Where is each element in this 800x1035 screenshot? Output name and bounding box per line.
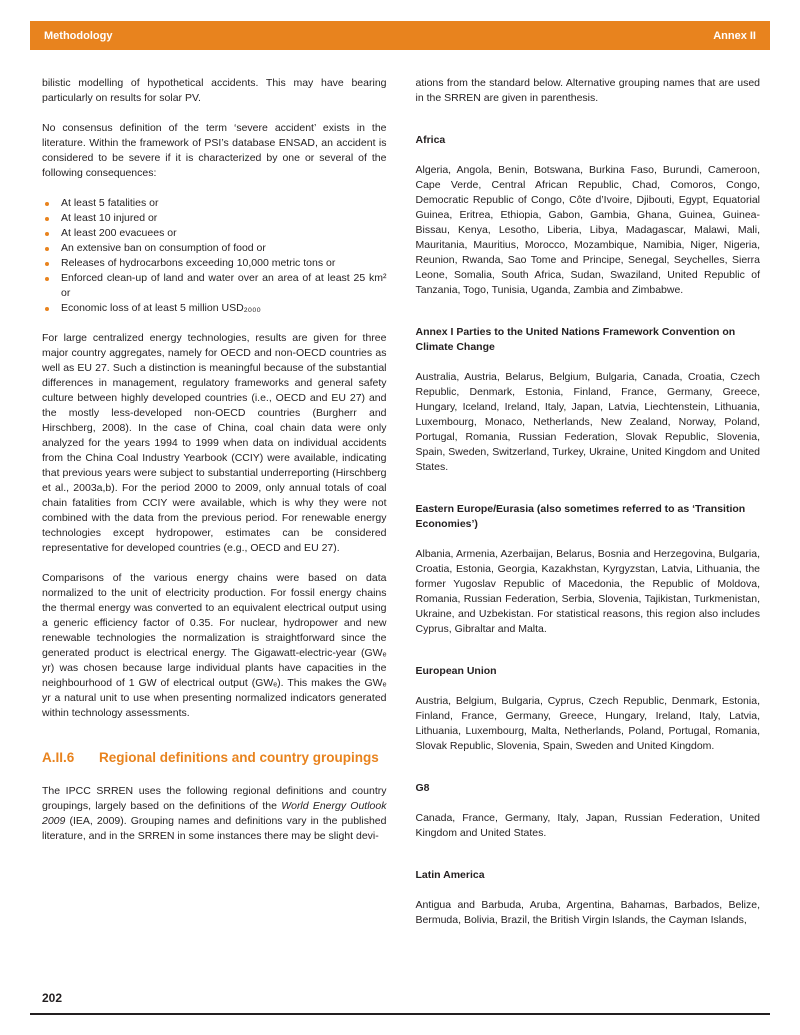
bullet-text: At least 200 evacuees or (61, 227, 177, 239)
group-heading-latin-america: Latin America (415, 869, 485, 881)
bullet-item (42, 256, 387, 271)
paragraph-text: The IPCC SRREN uses the following regional definitions and country groupings, largely based on the definitions of the (42, 785, 387, 812)
group-body-g8: Canada, France, Germany, Italy, Japan, Russian Federation, United Kingdom and United States. (415, 812, 760, 839)
right-column (416, 76, 761, 943)
bullet-item (42, 226, 387, 241)
bullet-icon (45, 262, 49, 266)
paragraph-continuation: ations from the standard below. Alternative grouping names that are used in the SRREN are given in parenthesis. (415, 77, 760, 104)
group-heading-g8: G8 (415, 782, 430, 794)
section-number: A.II.6 (42, 750, 75, 765)
bullet-icon (45, 307, 49, 311)
paragraph-text: (IEA, 2009). Grouping names and definitions vary in the published literature, and in the SRREN in some instances there may be slight devi- (42, 815, 387, 842)
left-column (42, 76, 387, 943)
footer-rule (30, 1013, 770, 1015)
bullet-text: At least 5 fatalities or (61, 197, 159, 209)
group-body-eastern-europe-eurasia: Albania, Armenia, Azerbaijan, Belarus, Bosnia and Herzegovina, Bulgaria, Croatia, Estonia, Georgia, Kazakhstan, Kyrgyzstan, Latvia, Lithuania, the former Yugoslav Republic of Macedonia, the Republic of Moldova, Romania, Russian Federation, Serbia, Slovenia, Tajikistan, Turkmenistan, Ukraine, and Uzbekistan. For statistical reasons, this region also includes Cyprus, Gibraltar and Malta. (415, 548, 760, 635)
bullet-item (42, 241, 387, 256)
bullet-icon (45, 217, 49, 221)
section-title: Regional definitions and country groupings (99, 750, 379, 765)
paragraph-country-aggregates: For large centralized energy technologies, results are given for three major country aggregates, namely for OECD and non-OECD countries as well as EU 27. Such a distinction is meaningful because of the substantial differences in management, regulatory frameworks and general safety culture between highly developed countries (i.e., OECD and EU 27) and the mostly less-developed non-OECD countries (Burgherr and Hirschberg, 2008). In the case of China, coal chain data were only analyzed for the years 1994 to 1999 when data on individual accidents from the China Coal Industry Yearbook (CCIY) were available, indicating that previous years were subject to substantial underreporting (Hirschberg et al., 2003a,b). For the period 2000 to 2009, only annual totals of coal chain fatalities from CCIY were available, which is why they were not combined with the data from the previous period. For renewable energy technologies except hydropower, estimates can be considered representative for developed countries (e.g., OECD and EU 27). (42, 332, 387, 554)
group-heading-africa: Africa (415, 134, 446, 146)
group-body-africa: Algeria, Angola, Benin, Botswana, Burkina Faso, Burundi, Cameroon, Cape Verde, Central African Republic, Chad, Comoros, Congo, Democratic Republic of Congo, Côte d’Ivoire, Djibouti, Egypt, Equatorial Guinea, Eritrea, Ethiopia, Gabon, Gambia, Ghana, Guinea, Guinea-Bissau, Kenya, Lesotho, Liberia, Libya, Madagascar, Malawi, Mali, Mauritania, Mauritius, Morocco, Mozambique, Namibia, Niger, Nigeria, Reunion, Rwanda, Sao Tome and Principe, Senegal, Seychelles, Sierra Leone, Somalia, South Africa, Sudan, Swaziland, United Republic of Tanzania, Togo, Tunisia, Uganda, Zambia and Zimbabwe. (415, 164, 760, 296)
bullet-text: An extensive ban on consumption of food or (61, 242, 266, 254)
running-header-right: Annex II (713, 29, 756, 42)
group-heading-eastern-europe-eurasia: Eastern Europe/Eurasia (also sometimes referred to as ‘Transition Economies’) (415, 503, 746, 530)
paragraph-normalization: Comparisons of the various energy chains were based on data normalized to the unit of electricity production. For fossil energy chains the thermal energy was converted to an equivalent electrical output using a generic efficiency factor of 0.35. For nuclear, hydropower and new renewable technologies the normalization is straightforward since the generated product is electrical energy. The Gigawatt-electric-year (GWₑ yr) was chosen because large individual plants have capacities in the neighbourhood of 1 GW of electrical output (GWₑ). This makes the GWₑ yr a natural unit to use when presenting normalized indicators generated within technology assessments. (42, 572, 387, 719)
bullet-item (42, 211, 387, 226)
group-body-european-union: Austria, Belgium, Bulgaria, Cyprus, Czech Republic, Denmark, Estonia, Finland, France, Germany, Greece, Hungary, Ireland, Italy, Latvia, Lithuania, Luxembourg, Malta, Netherlands, Poland, Portugal, Romania, Slovak Republic, Slovenia, Spain, Sweden and United Kingdom. (415, 695, 760, 752)
italic-citation-title: World Energy Outlook 2009 (42, 800, 387, 827)
bullet-icon (45, 232, 49, 236)
bullet-item (42, 271, 387, 301)
group-heading-annex-i-parties: Annex I Parties to the United Nations Framework Convention on Climate Change (415, 326, 736, 353)
page-number: 202 (42, 991, 63, 1005)
running-header-left: Methodology (44, 29, 113, 42)
bullet-text: At least 10 injured or (61, 212, 158, 224)
group-heading-european-union: European Union (415, 665, 497, 677)
bullet-text: Enforced clean-up of land and water over an area of at least 25 km² or (61, 272, 387, 299)
bullet-text: Economic loss of at least 5 million USD₂₀₀₀ (61, 302, 261, 314)
bullet-item (42, 301, 387, 316)
paragraph-continuation: bilistic modelling of hypothetical accidents. This may have bearing particularly on results for solar PV. (42, 77, 387, 104)
paragraph-severe-accident-definition: No consensus definition of the term ‘severe accident’ exists in the literature. Within the framework of PSI’s database ENSAD, an accident is considered to be severe if it is characterized by one or several of the following consequences: (42, 122, 387, 179)
bullet-item (42, 196, 387, 211)
group-body-annex-i-parties: Australia, Austria, Belarus, Belgium, Bulgaria, Canada, Croatia, Czech Republic, Denmark, Estonia, Finland, France, Germany, Greece, Hungary, Iceland, Ireland, Italy, Japan, Latvia, Liechtenstein, Lithuania, Luxembourg, Monaco, Netherlands, New Zealand, Norway, Poland, Portugal, Romania, Russian Federation, Slovak Republic, Slovenia, Spain, Sweden, Switzerland, Turkey, Ukraine, United Kingdom and United States. (415, 371, 760, 473)
bullet-icon (45, 202, 49, 206)
bullet-text: Releases of hydrocarbons exceeding 10,000 metric tons or (61, 257, 336, 269)
bullet-icon (45, 277, 49, 281)
bullet-icon (45, 247, 49, 251)
page-content (42, 76, 760, 943)
running-header-bar (30, 21, 770, 50)
section-heading-a2-6 (42, 749, 387, 766)
group-body-latin-america: Antigua and Barbuda, Aruba, Argentina, Bahamas, Barbados, Belize, Bermuda, Bolivia, Brazil, the British Virgin Islands, the Cayman Islands, (415, 899, 760, 926)
paragraph-regional-definitions (42, 784, 387, 844)
bullet-list (42, 196, 387, 316)
